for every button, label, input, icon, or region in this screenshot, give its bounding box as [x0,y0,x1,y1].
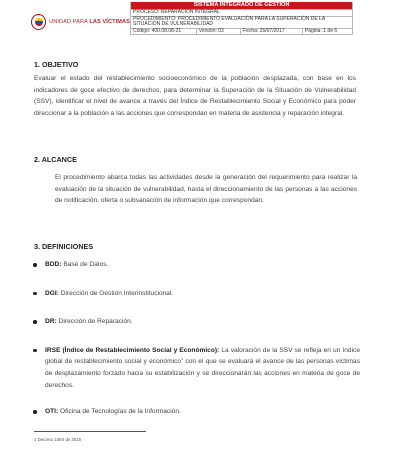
bullet-icon [33,320,37,324]
system-title: SISTEMA INTEGRADO DE GESTION [131,2,353,10]
def-text-a: La valoración de la SSV se refleja en un índice global de restablecimiento social y económico [45,346,360,366]
footnote-divider [34,431,146,432]
coat-of-arms-icon [31,14,46,30]
def-term: DGI: [45,289,59,297]
bullet-icon [33,292,37,296]
def-text: Dirección de Gestión Interinstitucional. [58,289,174,297]
definitions-list [32,259,360,418]
def-text: Oficina de Tecnologías de la Información. [58,408,181,416]
def-term: BDD: [45,261,62,268]
section-alcance-text: El procedimiento abarca todas las actividades desde la generación del requerimiento para realizar la evaluación de la situación de vulnerabilidad, hasta el direccionamiento de las personas a las acciones de notificación, oferta o subsanación de información que correspondan. [55,174,357,205]
meta-row [131,29,353,36]
list-item [32,316,360,328]
def-text-b: con el que se evaluará el avance de las personas víctimas de desplazamiento forzado hacia su estabilización y se direccionarán las acciones en materia de goce de derechos. [45,358,360,389]
procedimiento-row-2: SITUACIÓN DE VULNERABILIDAD [131,22,353,29]
bullet-icon [33,410,37,414]
procedimiento-row-1: PROCEDIMIENTO: PROCEDIMIENTO EVALUACIÓN PARA LA SUPERACIÓN DE LA [131,17,353,23]
list-item [32,288,360,300]
section-definiciones-title: 3. DEFINICIONES [34,242,94,251]
section-objetivo-title: 1. OBJETIVO [34,60,79,69]
bullet-icon [33,263,37,267]
list-item [32,345,360,391]
header-table [130,2,353,35]
fecha: Fecha: 25/07/2017 [241,29,303,35]
logo-bold: LAS VÍCTIMAS [89,19,130,25]
def-text: Base de Datos. [61,261,109,268]
footnote-ref: 1 [181,356,184,362]
list-item [32,259,360,271]
version: Versión: 03 [197,29,241,35]
pagina: Página: 1 de 6 [304,27,338,34]
document-header [25,0,353,50]
logo [25,4,130,40]
footnote: 1 Decreto 1084 de 2015 [34,437,82,442]
codigo: Código: 400.08.08-21 [131,29,197,35]
def-term: OTI: [45,408,59,416]
def-term: DR: [45,318,57,326]
def-text: Dirección de Reparación. [56,318,133,326]
section-alcance-title: 2. ALCANCE [34,155,77,164]
bullet-icon [33,349,37,353]
logo-prefix: UNIDAD PARA [49,19,90,25]
def-term: IRSE (Índice de Restablecimiento Social y Económico): [45,346,220,354]
section-objetivo-text: Evaluar el estado del restablecimiento socioeconómico de la población desplazada, con base en los indicadores de goce efectivo de derechos, para determinar la Superación de la Situación de Vulnerabilidad (SSV), identificar el nivel de avance a través del Índice de Restablecimiento Social y Económico para poder direccionar a la población a las acciones que correspondan en materia de asistencia y reparación integral. [34,75,356,117]
list-item [32,406,360,418]
logo-text [49,19,130,25]
proceso-row: PROCESO: REPARACIÓN INTEGRAL [131,10,353,17]
